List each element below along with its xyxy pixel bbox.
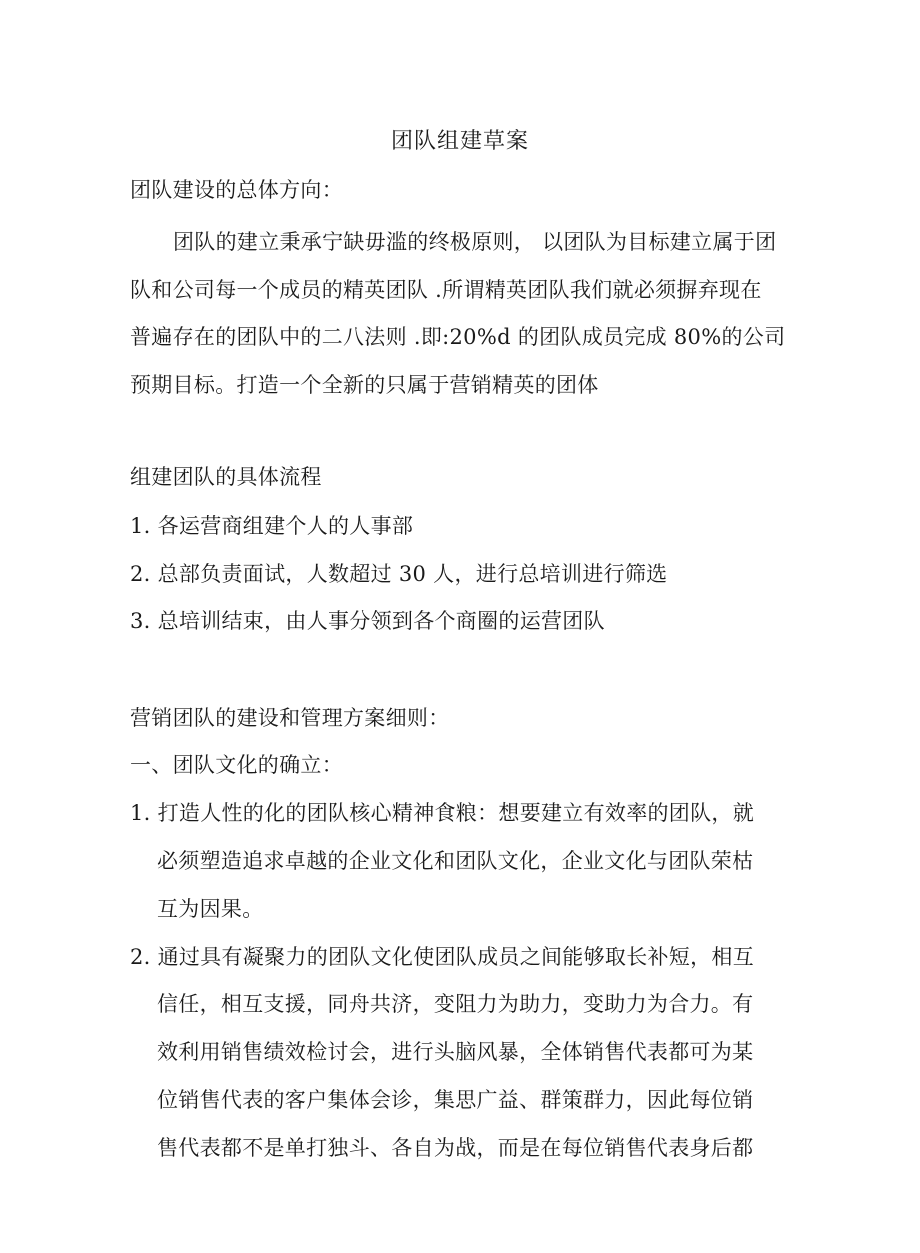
list-item-continuation: 售代表都不是单打独斗、各自为战，而是在每位销售代表身后都 (157, 1136, 754, 1160)
paragraph-line: 团队的建立秉承宁缺毋滥的终极原则， 以团队为目标建立属于团 (173, 230, 777, 254)
paragraph-line: 预期目标。打造一个全新的只属于营销精英的团体 (130, 373, 599, 397)
document-title: 团队组建草案 (391, 129, 530, 154)
list-item-continuation: 位销售代表的客户集体会诊，集思广益、群策群力，因此每位销 (157, 1088, 754, 1112)
subheading-team-culture: 一、团队文化的确立： (130, 753, 343, 777)
paragraph-line: 队和公司每一个成员的精英团队 .所谓精英团队我们就必须摒弃现在 (130, 278, 762, 302)
list-item: 1. 各运营商组建个人的人事部 (130, 514, 414, 538)
list-item: 2. 总部负责面试，人数超过 30 人，进行总培训进行筛选 (130, 562, 668, 586)
section-heading-process: 组建团队的具体流程 (130, 465, 322, 489)
paragraph-line: 普遍存在的团队中的二八法则 .即:20%d 的团队成员完成 80%的公司 (130, 325, 786, 349)
list-item-continuation: 必须塑造追求卓越的企业文化和团队文化，企业文化与团队荣枯 (157, 849, 754, 873)
list-item: 2. 通过具有凝聚力的团队文化使团队成员之间能够取长补短，相互 (130, 945, 755, 969)
list-item-continuation: 信任，相互支援，同舟共济，变阻力为助力，变助力为合力。有 (157, 992, 754, 1016)
section-heading-overall-direction: 团队建设的总体方向： (130, 178, 343, 202)
list-item-continuation: 效利用销售绩效检讨会，进行头脑风暴，全体销售代表都可为某 (157, 1040, 754, 1064)
list-item: 3. 总培训结束，由人事分领到各个商圈的运营团队 (130, 609, 605, 633)
section-heading-management-plan: 营销团队的建设和管理方案细则： (130, 706, 450, 730)
list-item: 1. 打造人性的化的团队核心精神食粮：想要建立有效率的团队，就 (130, 801, 755, 825)
list-item-continuation: 互为因果。 (157, 897, 264, 921)
